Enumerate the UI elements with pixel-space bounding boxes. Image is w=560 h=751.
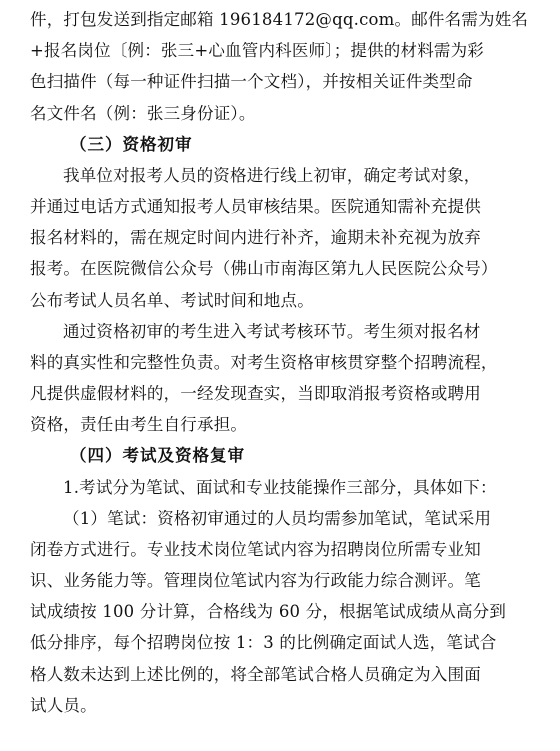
text-line: 料的真实性和完整性负责。对考生资格审核贯穿整个招聘流程， <box>30 352 498 372</box>
text-line: +报名岗位〔例：张三+心血管内科医师〕；提供的材料需为彩 <box>30 41 485 61</box>
text-line: 报考。在医院微信公众号（佛山市南海区第九人民医院公众号） <box>30 259 498 279</box>
text-line: 公布考试人员名单、考试时间和地点。 <box>30 290 314 310</box>
paragraph-start: 1.考试分为笔试、面试和专业技能操作三部分，具体如下： <box>63 477 497 497</box>
text-line: 试成绩按 100 分计算，合格线为 60 分，根据笔试成绩从高分到 <box>30 602 507 622</box>
text-line: 色扫描件（每一种证件扫描一个文档），并按相关证件类型命 <box>30 72 473 92</box>
paragraph-start: （1）笔试：资格初审通过的人员均需参加笔试，笔试采用 <box>63 508 492 528</box>
text-line: 识、业务能力等。管理岗位笔试内容为行政能力综合测评。笔 <box>30 571 481 591</box>
section-heading-4: （四）考试及资格复审 <box>70 446 245 466</box>
text-line: 报名材料的，需在规定时间内进行补齐，逾期未补充视为放弃 <box>30 228 481 248</box>
paragraph-start: 我单位对报考人员的资格进行线上初审，确定考试对象， <box>63 165 481 185</box>
text-line: 件，打包发送到指定邮箱 196184172@qq.com。邮件名需为姓名 <box>30 10 529 29</box>
paragraph-start: 通过资格初审的考生进入考试考核环节。考生须对报名材 <box>63 321 481 341</box>
text-line: 名文件名（例：张三身份证）。 <box>30 103 256 123</box>
text-line: 并通过电话方式通知报考人员审核结果。医院通知需补充提供 <box>30 197 481 217</box>
section-heading-3: （三）资格初审 <box>70 134 193 154</box>
text-line: 资格，责任由考生自行承担。 <box>30 415 248 435</box>
text-line: 试人员。 <box>30 695 97 715</box>
text-line: 闭卷方式进行。专业技术岗位笔试内容为招聘岗位所需专业知 <box>30 539 481 559</box>
text-line: 凡提供虚假材料的，一经发现查实，当即取消报考资格或聘用 <box>30 384 481 404</box>
text-line: 格人数未达到上述比例的，将全部笔试合格人员确定为入围面 <box>30 664 481 684</box>
text-line: 低分排序，每个招聘岗位按 1：3 的比例确定面试人选，笔试合 <box>30 633 497 653</box>
